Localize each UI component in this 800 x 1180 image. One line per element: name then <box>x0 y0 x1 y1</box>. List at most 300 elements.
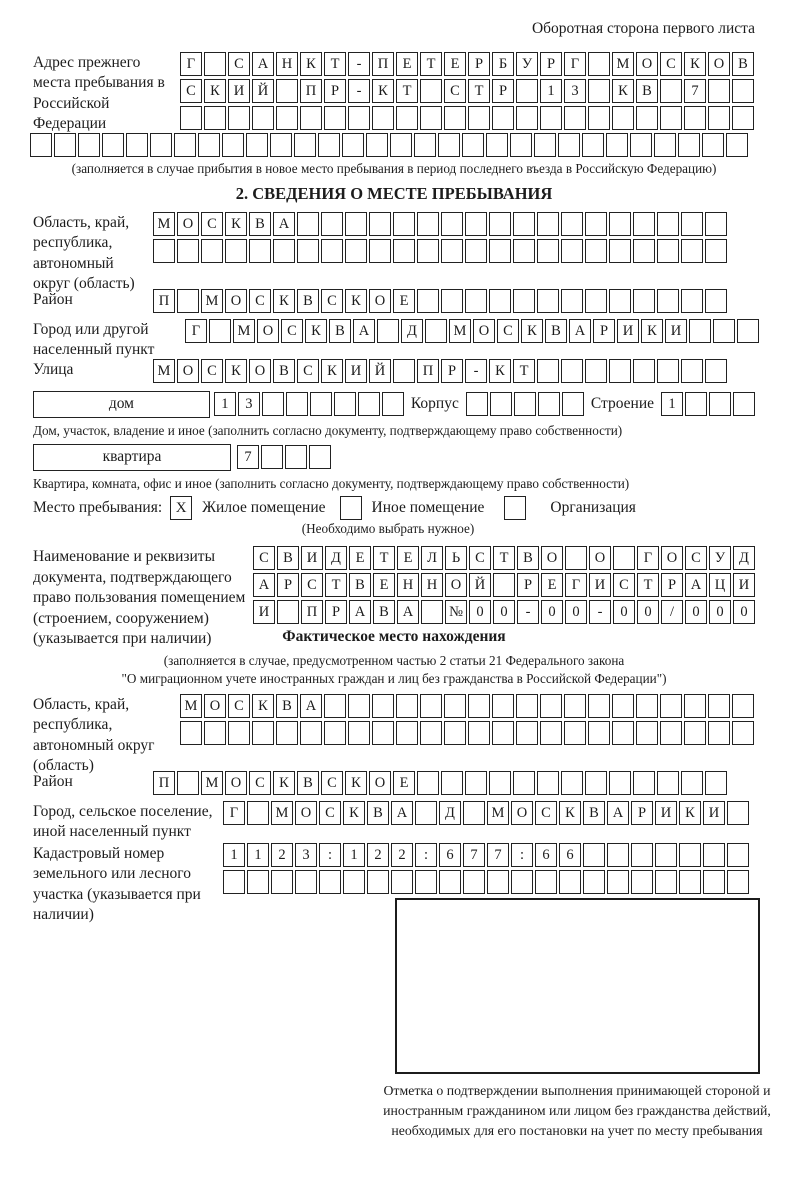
char-cell[interactable] <box>681 771 703 795</box>
char-cell[interactable] <box>222 133 244 157</box>
char-cell[interactable]: И <box>253 600 275 624</box>
char-cell[interactable] <box>537 771 559 795</box>
char-cell[interactable]: М <box>487 801 509 825</box>
char-cell[interactable] <box>391 870 413 894</box>
char-cell[interactable]: Р <box>468 52 490 76</box>
char-cell[interactable]: : <box>415 843 437 867</box>
char-cell[interactable] <box>348 106 370 130</box>
char-cell[interactable]: В <box>297 771 319 795</box>
char-cell[interactable] <box>516 721 538 745</box>
char-cell[interactable] <box>180 721 202 745</box>
char-cell[interactable] <box>612 694 634 718</box>
char-cell[interactable]: В <box>636 79 658 103</box>
char-cell[interactable]: О <box>541 546 563 570</box>
char-cell[interactable] <box>633 212 655 236</box>
char-cell[interactable] <box>564 721 586 745</box>
char-cell[interactable]: 0 <box>685 600 707 624</box>
char-cell[interactable]: О <box>661 546 683 570</box>
char-cell[interactable]: К <box>343 801 365 825</box>
organization-checkbox[interactable] <box>504 496 526 520</box>
char-cell[interactable]: 3 <box>295 843 317 867</box>
char-cell[interactable] <box>681 239 703 263</box>
char-cell[interactable] <box>417 289 439 313</box>
char-cell[interactable] <box>681 289 703 313</box>
char-cell[interactable]: С <box>180 79 202 103</box>
char-cell[interactable]: Е <box>373 573 395 597</box>
char-cell[interactable] <box>228 721 250 745</box>
char-cell[interactable]: 0 <box>613 600 635 624</box>
char-cell[interactable] <box>276 721 298 745</box>
char-cell[interactable]: Й <box>252 79 274 103</box>
char-cell[interactable]: 1 <box>661 392 683 416</box>
char-cell[interactable]: К <box>372 79 394 103</box>
char-cell[interactable]: С <box>685 546 707 570</box>
char-cell[interactable] <box>609 212 631 236</box>
char-cell[interactable] <box>737 319 759 343</box>
char-cell[interactable]: П <box>301 600 323 624</box>
char-cell[interactable] <box>678 133 700 157</box>
char-cell[interactable] <box>612 106 634 130</box>
char-cell[interactable]: С <box>297 359 319 383</box>
char-cell[interactable] <box>732 106 754 130</box>
char-cell[interactable] <box>319 870 341 894</box>
char-cell[interactable]: Е <box>349 546 371 570</box>
char-cell[interactable] <box>540 694 562 718</box>
char-cell[interactable]: С <box>249 771 271 795</box>
char-cell[interactable]: К <box>489 359 511 383</box>
char-cell[interactable] <box>636 106 658 130</box>
char-cell[interactable]: К <box>321 359 343 383</box>
char-cell[interactable] <box>465 289 487 313</box>
char-cell[interactable]: Р <box>593 319 615 343</box>
char-cell[interactable] <box>358 392 380 416</box>
char-cell[interactable]: К <box>679 801 701 825</box>
char-cell[interactable] <box>540 721 562 745</box>
char-cell[interactable] <box>252 721 274 745</box>
char-cell[interactable] <box>657 359 679 383</box>
char-cell[interactable] <box>345 239 367 263</box>
char-cell[interactable] <box>396 106 418 130</box>
char-cell[interactable]: Р <box>661 573 683 597</box>
char-cell[interactable] <box>655 870 677 894</box>
char-cell[interactable] <box>441 239 463 263</box>
char-cell[interactable] <box>262 392 284 416</box>
char-cell[interactable] <box>588 106 610 130</box>
char-cell[interactable]: К <box>345 771 367 795</box>
char-cell[interactable]: В <box>249 212 271 236</box>
char-cell[interactable] <box>334 392 356 416</box>
char-cell[interactable] <box>252 106 274 130</box>
char-cell[interactable] <box>685 392 707 416</box>
char-cell[interactable] <box>462 133 484 157</box>
char-cell[interactable]: И <box>345 359 367 383</box>
char-cell[interactable] <box>588 52 610 76</box>
char-cell[interactable]: М <box>153 212 175 236</box>
char-cell[interactable] <box>684 106 706 130</box>
char-cell[interactable] <box>372 694 394 718</box>
char-cell[interactable]: Р <box>277 573 299 597</box>
residential-checkbox[interactable]: X <box>170 496 192 520</box>
char-cell[interactable] <box>708 79 730 103</box>
char-cell[interactable] <box>703 870 725 894</box>
char-cell[interactable] <box>582 133 604 157</box>
char-cell[interactable]: В <box>732 52 754 76</box>
char-cell[interactable] <box>261 445 283 469</box>
char-cell[interactable]: А <box>391 801 413 825</box>
char-cell[interactable]: Н <box>397 573 419 597</box>
char-cell[interactable] <box>732 79 754 103</box>
char-cell[interactable]: А <box>252 52 274 76</box>
char-cell[interactable]: Р <box>325 600 347 624</box>
char-cell[interactable] <box>679 843 701 867</box>
char-cell[interactable]: Т <box>493 546 515 570</box>
char-cell[interactable] <box>225 239 247 263</box>
char-cell[interactable]: О <box>473 319 495 343</box>
char-cell[interactable]: 0 <box>493 600 515 624</box>
char-cell[interactable] <box>636 694 658 718</box>
char-cell[interactable] <box>273 239 295 263</box>
char-cell[interactable]: В <box>545 319 567 343</box>
char-cell[interactable] <box>393 359 415 383</box>
char-cell[interactable] <box>180 106 202 130</box>
char-cell[interactable] <box>681 359 703 383</box>
char-cell[interactable] <box>396 694 418 718</box>
char-cell[interactable]: Е <box>393 289 415 313</box>
char-cell[interactable] <box>607 843 629 867</box>
char-cell[interactable] <box>198 133 220 157</box>
char-cell[interactable] <box>513 289 535 313</box>
char-cell[interactable]: / <box>661 600 683 624</box>
char-cell[interactable] <box>633 289 655 313</box>
char-cell[interactable]: О <box>249 359 271 383</box>
char-cell[interactable]: О <box>295 801 317 825</box>
char-cell[interactable]: О <box>225 771 247 795</box>
char-cell[interactable]: Е <box>541 573 563 597</box>
char-cell[interactable] <box>537 359 559 383</box>
char-cell[interactable]: 6 <box>559 843 581 867</box>
char-cell[interactable] <box>372 106 394 130</box>
char-cell[interactable] <box>468 106 490 130</box>
char-cell[interactable] <box>309 445 331 469</box>
char-cell[interactable] <box>732 721 754 745</box>
char-cell[interactable] <box>636 721 658 745</box>
char-cell[interactable]: 0 <box>709 600 731 624</box>
char-cell[interactable]: 6 <box>535 843 557 867</box>
char-cell[interactable]: Г <box>637 546 659 570</box>
char-cell[interactable] <box>367 870 389 894</box>
char-cell[interactable] <box>393 239 415 263</box>
char-cell[interactable] <box>564 694 586 718</box>
char-cell[interactable] <box>297 212 319 236</box>
char-cell[interactable] <box>709 392 731 416</box>
char-cell[interactable] <box>223 870 245 894</box>
char-cell[interactable]: 1 <box>540 79 562 103</box>
char-cell[interactable]: С <box>253 546 275 570</box>
char-cell[interactable] <box>516 694 538 718</box>
char-cell[interactable]: Й <box>369 359 391 383</box>
char-cell[interactable] <box>588 694 610 718</box>
char-cell[interactable] <box>562 392 584 416</box>
char-cell[interactable]: Д <box>733 546 755 570</box>
char-cell[interactable] <box>54 133 76 157</box>
char-cell[interactable] <box>492 694 514 718</box>
char-cell[interactable]: В <box>583 801 605 825</box>
char-cell[interactable] <box>492 106 514 130</box>
char-cell[interactable] <box>415 870 437 894</box>
char-cell[interactable]: 1 <box>247 843 269 867</box>
char-cell[interactable] <box>657 289 679 313</box>
char-cell[interactable]: С <box>228 52 250 76</box>
char-cell[interactable]: К <box>225 359 247 383</box>
char-cell[interactable] <box>465 239 487 263</box>
char-cell[interactable] <box>633 771 655 795</box>
char-cell[interactable]: И <box>228 79 250 103</box>
char-cell[interactable]: В <box>367 801 389 825</box>
char-cell[interactable]: 3 <box>238 392 260 416</box>
char-cell[interactable] <box>490 392 512 416</box>
char-cell[interactable]: А <box>353 319 375 343</box>
char-cell[interactable] <box>561 771 583 795</box>
char-cell[interactable] <box>321 212 343 236</box>
char-cell[interactable] <box>492 721 514 745</box>
char-cell[interactable] <box>732 694 754 718</box>
char-cell[interactable]: 7 <box>684 79 706 103</box>
char-cell[interactable]: С <box>613 573 635 597</box>
char-cell[interactable] <box>609 239 631 263</box>
char-cell[interactable] <box>247 870 269 894</box>
char-cell[interactable]: О <box>257 319 279 343</box>
char-cell[interactable] <box>420 721 442 745</box>
char-cell[interactable] <box>510 133 532 157</box>
char-cell[interactable] <box>441 771 463 795</box>
char-cell[interactable] <box>631 870 653 894</box>
char-cell[interactable]: Р <box>540 52 562 76</box>
char-cell[interactable]: С <box>281 319 303 343</box>
char-cell[interactable] <box>271 870 293 894</box>
char-cell[interactable]: С <box>201 359 223 383</box>
char-cell[interactable]: К <box>273 771 295 795</box>
char-cell[interactable]: 6 <box>439 843 461 867</box>
char-cell[interactable]: Е <box>396 52 418 76</box>
char-cell[interactable]: О <box>589 546 611 570</box>
char-cell[interactable]: - <box>465 359 487 383</box>
char-cell[interactable] <box>537 239 559 263</box>
char-cell[interactable]: К <box>305 319 327 343</box>
char-cell[interactable]: Т <box>396 79 418 103</box>
char-cell[interactable] <box>465 771 487 795</box>
char-cell[interactable]: Г <box>223 801 245 825</box>
char-cell[interactable] <box>466 392 488 416</box>
char-cell[interactable] <box>705 771 727 795</box>
char-cell[interactable]: М <box>201 771 223 795</box>
char-cell[interactable] <box>535 870 557 894</box>
char-cell[interactable] <box>609 289 631 313</box>
char-cell[interactable]: И <box>617 319 639 343</box>
char-cell[interactable]: М <box>612 52 634 76</box>
char-cell[interactable] <box>444 721 466 745</box>
other-premises-checkbox[interactable] <box>340 496 362 520</box>
char-cell[interactable] <box>689 319 711 343</box>
char-cell[interactable] <box>588 79 610 103</box>
char-cell[interactable] <box>727 801 749 825</box>
char-cell[interactable] <box>585 239 607 263</box>
char-cell[interactable]: Т <box>373 546 395 570</box>
char-cell[interactable] <box>444 106 466 130</box>
char-cell[interactable] <box>420 79 442 103</box>
char-cell[interactable] <box>633 239 655 263</box>
char-cell[interactable] <box>487 870 509 894</box>
char-cell[interactable]: С <box>321 771 343 795</box>
char-cell[interactable] <box>247 801 269 825</box>
char-cell[interactable]: М <box>153 359 175 383</box>
char-cell[interactable] <box>583 843 605 867</box>
char-cell[interactable] <box>438 133 460 157</box>
char-cell[interactable] <box>415 801 437 825</box>
char-cell[interactable]: В <box>273 359 295 383</box>
char-cell[interactable] <box>489 212 511 236</box>
char-cell[interactable] <box>300 106 322 130</box>
char-cell[interactable]: О <box>369 771 391 795</box>
char-cell[interactable]: К <box>612 79 634 103</box>
char-cell[interactable]: № <box>445 600 467 624</box>
char-cell[interactable] <box>534 133 556 157</box>
char-cell[interactable] <box>310 392 332 416</box>
char-cell[interactable]: Т <box>325 573 347 597</box>
char-cell[interactable]: Ь <box>445 546 467 570</box>
char-cell[interactable]: А <box>349 600 371 624</box>
char-cell[interactable] <box>30 133 52 157</box>
char-cell[interactable] <box>493 573 515 597</box>
char-cell[interactable]: С <box>469 546 491 570</box>
char-cell[interactable]: А <box>607 801 629 825</box>
char-cell[interactable]: 1 <box>343 843 365 867</box>
char-cell[interactable]: О <box>369 289 391 313</box>
char-cell[interactable] <box>585 359 607 383</box>
char-cell[interactable] <box>708 721 730 745</box>
char-cell[interactable]: В <box>373 600 395 624</box>
char-cell[interactable]: - <box>517 600 539 624</box>
char-cell[interactable] <box>657 212 679 236</box>
char-cell[interactable] <box>277 600 299 624</box>
char-cell[interactable] <box>727 843 749 867</box>
char-cell[interactable] <box>285 445 307 469</box>
char-cell[interactable] <box>417 771 439 795</box>
char-cell[interactable]: К <box>559 801 581 825</box>
char-cell[interactable]: - <box>348 52 370 76</box>
char-cell[interactable]: И <box>733 573 755 597</box>
char-cell[interactable]: М <box>271 801 293 825</box>
char-cell[interactable]: О <box>511 801 533 825</box>
char-cell[interactable] <box>102 133 124 157</box>
char-cell[interactable]: П <box>153 289 175 313</box>
char-cell[interactable] <box>372 721 394 745</box>
char-cell[interactable] <box>705 239 727 263</box>
char-cell[interactable] <box>201 239 223 263</box>
char-cell[interactable]: 3 <box>564 79 586 103</box>
apartment-type-field[interactable]: квартира <box>33 444 231 471</box>
char-cell[interactable] <box>660 79 682 103</box>
char-cell[interactable] <box>177 239 199 263</box>
char-cell[interactable] <box>514 392 536 416</box>
char-cell[interactable]: Н <box>421 573 443 597</box>
char-cell[interactable] <box>246 133 268 157</box>
char-cell[interactable] <box>609 771 631 795</box>
char-cell[interactable] <box>654 133 676 157</box>
char-cell[interactable]: К <box>521 319 543 343</box>
char-cell[interactable] <box>417 212 439 236</box>
char-cell[interactable]: О <box>225 289 247 313</box>
char-cell[interactable]: 0 <box>733 600 755 624</box>
char-cell[interactable] <box>463 870 485 894</box>
char-cell[interactable] <box>204 721 226 745</box>
char-cell[interactable] <box>606 133 628 157</box>
char-cell[interactable] <box>537 212 559 236</box>
char-cell[interactable] <box>153 239 175 263</box>
char-cell[interactable] <box>345 212 367 236</box>
char-cell[interactable]: Б <box>492 52 514 76</box>
char-cell[interactable] <box>342 133 364 157</box>
char-cell[interactable]: К <box>684 52 706 76</box>
char-cell[interactable] <box>726 133 748 157</box>
char-cell[interactable]: И <box>665 319 687 343</box>
char-cell[interactable] <box>463 801 485 825</box>
char-cell[interactable]: О <box>445 573 467 597</box>
char-cell[interactable] <box>321 239 343 263</box>
char-cell[interactable]: В <box>329 319 351 343</box>
char-cell[interactable] <box>174 133 196 157</box>
char-cell[interactable]: 7 <box>487 843 509 867</box>
char-cell[interactable] <box>441 289 463 313</box>
char-cell[interactable] <box>78 133 100 157</box>
char-cell[interactable]: В <box>297 289 319 313</box>
char-cell[interactable] <box>713 319 735 343</box>
char-cell[interactable] <box>393 212 415 236</box>
char-cell[interactable]: С <box>228 694 250 718</box>
char-cell[interactable]: И <box>655 801 677 825</box>
char-cell[interactable] <box>276 79 298 103</box>
char-cell[interactable] <box>300 721 322 745</box>
char-cell[interactable]: М <box>233 319 255 343</box>
char-cell[interactable]: Т <box>513 359 535 383</box>
char-cell[interactable] <box>660 721 682 745</box>
char-cell[interactable] <box>705 212 727 236</box>
char-cell[interactable] <box>565 546 587 570</box>
char-cell[interactable] <box>465 212 487 236</box>
char-cell[interactable]: 0 <box>637 600 659 624</box>
char-cell[interactable] <box>537 289 559 313</box>
char-cell[interactable]: К <box>345 289 367 313</box>
char-cell[interactable] <box>513 212 535 236</box>
char-cell[interactable]: Т <box>324 52 346 76</box>
char-cell[interactable] <box>204 52 226 76</box>
char-cell[interactable]: С <box>249 289 271 313</box>
char-cell[interactable]: 1 <box>214 392 236 416</box>
char-cell[interactable]: Е <box>397 546 419 570</box>
char-cell[interactable] <box>513 239 535 263</box>
char-cell[interactable] <box>538 392 560 416</box>
char-cell[interactable]: С <box>319 801 341 825</box>
char-cell[interactable]: Е <box>393 771 415 795</box>
char-cell[interactable]: 1 <box>223 843 245 867</box>
char-cell[interactable] <box>150 133 172 157</box>
char-cell[interactable] <box>727 870 749 894</box>
char-cell[interactable] <box>585 212 607 236</box>
char-cell[interactable]: И <box>301 546 323 570</box>
char-cell[interactable]: - <box>348 79 370 103</box>
char-cell[interactable] <box>561 212 583 236</box>
char-cell[interactable]: : <box>511 843 533 867</box>
char-cell[interactable]: 7 <box>463 843 485 867</box>
